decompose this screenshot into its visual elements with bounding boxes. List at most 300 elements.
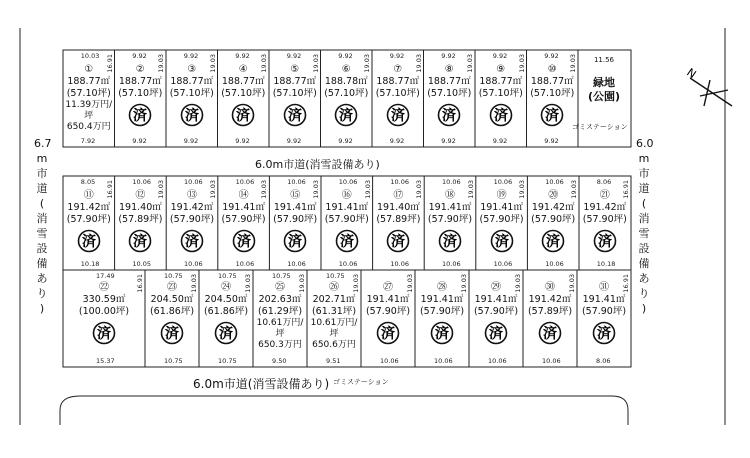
lot-top-dimension: 10.75 bbox=[218, 272, 237, 280]
sold-badge-icon bbox=[438, 229, 462, 253]
lot-tsubo: (57.90坪) bbox=[169, 214, 215, 225]
lot-tsubo: (57.10坪) bbox=[324, 88, 369, 99]
lot-side-dimension: 19.03 bbox=[460, 274, 468, 293]
lot-top-dimension: 9.92 bbox=[286, 52, 302, 60]
lot-area: 191.41㎡ bbox=[325, 202, 369, 213]
lot-tsubo: (57.90坪) bbox=[419, 306, 465, 317]
lot-tsubo: (57.90坪) bbox=[273, 214, 318, 225]
road-label-middle: 6.0m市道(消雪設備あり) bbox=[255, 158, 380, 171]
park-lot bbox=[580, 54, 628, 104]
sold-badge-icon bbox=[538, 321, 562, 345]
lot-tsubo: (57.90坪) bbox=[324, 214, 369, 225]
lot-total-price: 650.3万円 bbox=[258, 340, 302, 350]
lot-bottom-dimension: 9.92 bbox=[492, 137, 508, 145]
lot-top-dimension: 10.06 bbox=[545, 178, 564, 186]
lot-side-dimension: 16.91 bbox=[621, 180, 630, 199]
road-left-char: り bbox=[36, 287, 48, 300]
sold-badge-char: 済 bbox=[390, 108, 405, 124]
road-left-char: ( bbox=[39, 197, 45, 210]
lot-top-dimension: 10.75 bbox=[164, 272, 183, 280]
lot-bottom-dimension: 9.92 bbox=[338, 137, 353, 145]
lot-number: ⑪ bbox=[83, 190, 94, 201]
lot-number: ⑮ bbox=[290, 190, 301, 201]
lot-number: ⑲ bbox=[496, 190, 507, 201]
lot-area: 188.77㎡ bbox=[118, 76, 162, 87]
lot[interactable] bbox=[63, 64, 115, 133]
sold-badge-icon bbox=[232, 229, 256, 253]
lot-tsubo: (57.90坪) bbox=[473, 306, 519, 317]
lot-area: 191.41㎡ bbox=[366, 294, 410, 305]
lot-number: ② bbox=[135, 64, 145, 75]
lot-top-dimension: 9.92 bbox=[183, 52, 199, 60]
lot-bottom-dimension: 9.92 bbox=[235, 137, 250, 145]
lot-side-dimension: 16.91 bbox=[105, 54, 114, 73]
lot-tsubo: (57.10坪) bbox=[221, 88, 266, 99]
lot-number: ⑬ bbox=[186, 190, 197, 201]
sold-badge-icon bbox=[283, 103, 307, 127]
sold-badge-char: 済 bbox=[489, 326, 503, 342]
sold-badge-char: 済 bbox=[381, 326, 395, 342]
lot-area: 191.41㎡ bbox=[582, 294, 626, 305]
sold-badge-icon bbox=[592, 321, 616, 345]
lot-area: 191.40㎡ bbox=[119, 202, 162, 213]
lot-top-dimension: 10.03 bbox=[80, 52, 100, 60]
sold-badge-icon bbox=[489, 103, 513, 127]
sold-badge-icon bbox=[180, 103, 204, 127]
lot-number: ⑨ bbox=[496, 64, 506, 75]
road-left-char: ) bbox=[39, 302, 45, 315]
lot[interactable] bbox=[373, 190, 425, 253]
lot-number: ㉒ bbox=[99, 282, 109, 293]
lot-bottom-dimension: 10.06 bbox=[488, 357, 507, 365]
lot-side-dimension: 16.91 bbox=[622, 274, 630, 293]
road-left-char: 消 bbox=[36, 212, 48, 225]
sold-badge-char: 済 bbox=[236, 234, 251, 250]
lot-bottom-dimension: 10.06 bbox=[287, 260, 306, 268]
lot-top-dimension: 10.06 bbox=[493, 178, 513, 186]
north-arrow-icon bbox=[680, 60, 740, 110]
sold-badge-char: 済 bbox=[545, 108, 560, 124]
lot-number: ㉓ bbox=[167, 282, 177, 293]
lot-top-dimension: 8.06 bbox=[596, 178, 612, 186]
lot[interactable] bbox=[579, 190, 631, 253]
lot-number: ⑱ bbox=[444, 190, 455, 201]
lot-number: ⑧ bbox=[444, 64, 454, 75]
sold-badge-char: 済 bbox=[339, 108, 354, 124]
lot-area: 191.42㎡ bbox=[531, 202, 575, 213]
road-right-char: り bbox=[638, 287, 650, 300]
lot-side-dimension: 19.03 bbox=[363, 54, 371, 73]
lot-number: ㉑ bbox=[599, 190, 610, 201]
lot-unit-price: 10.61万円/坪 bbox=[256, 318, 304, 339]
lot[interactable] bbox=[166, 190, 218, 253]
lot-area: 191.41㎡ bbox=[480, 202, 523, 213]
sold-badge-icon bbox=[160, 321, 184, 345]
lot-tsubo: (57.10坪) bbox=[530, 88, 575, 99]
park-sublabel: (公園) bbox=[587, 90, 621, 103]
sold-badge-icon bbox=[386, 229, 410, 253]
lot-unit-price: 10.61万円/坪 bbox=[310, 318, 358, 339]
lot[interactable] bbox=[218, 64, 270, 127]
lot-number: ㉕ bbox=[275, 282, 285, 293]
lot[interactable] bbox=[115, 64, 167, 127]
lot-side-dimension: 19.03 bbox=[244, 274, 252, 293]
lot-area: 191.41㎡ bbox=[428, 202, 472, 213]
road-right-char: 市 bbox=[638, 167, 650, 180]
lot[interactable] bbox=[476, 190, 528, 253]
lot-top-dimension: 10.06 bbox=[338, 178, 358, 186]
lot-area: 330.59㎡ bbox=[82, 294, 126, 305]
lot-number: ③ bbox=[187, 64, 197, 75]
road-left-char: 設 bbox=[36, 242, 48, 255]
lot-tsubo: (57.10坪) bbox=[66, 88, 111, 99]
lot-bottom-dimension: 7.92 bbox=[80, 137, 96, 145]
lot-tsubo: (57.90坪) bbox=[427, 214, 473, 225]
lot-top-dimension: 10.06 bbox=[390, 178, 409, 186]
lot-tsubo: (57.10坪) bbox=[427, 88, 472, 99]
sold-badge-char: 済 bbox=[219, 326, 233, 342]
lot-side-dimension: 19.03 bbox=[208, 180, 217, 199]
lot-top-dimension: 10.75 bbox=[326, 272, 345, 280]
lot[interactable] bbox=[424, 64, 476, 127]
lot-area: 188.77㎡ bbox=[427, 76, 471, 87]
lot-bottom-dimension: 10.75 bbox=[218, 357, 237, 365]
lot-area: 188.77㎡ bbox=[221, 76, 265, 87]
sold-badge-char: 済 bbox=[236, 108, 251, 124]
lot-side-dimension: 16.91 bbox=[136, 274, 144, 293]
lot-bottom-dimension: 9.92 bbox=[441, 137, 456, 145]
sold-badge-icon bbox=[541, 229, 565, 253]
lot-side-dimension: 19.03 bbox=[415, 180, 424, 199]
sold-badge-char: 済 bbox=[97, 326, 111, 342]
sold-badge-char: 済 bbox=[493, 108, 508, 124]
road-label-right bbox=[636, 136, 652, 316]
lot-tsubo: (57.89坪) bbox=[118, 214, 163, 225]
lot-tsubo: (57.90坪) bbox=[365, 306, 411, 317]
lot-side-dimension: 19.03 bbox=[298, 274, 306, 293]
lot-number: ⑰ bbox=[393, 190, 404, 201]
lot-bottom-dimension: 10.75 bbox=[164, 357, 183, 365]
lot-bottom-dimension: 10.06 bbox=[235, 260, 255, 268]
lot-tsubo: (57.90坪) bbox=[531, 214, 576, 225]
road-left-char: 雪 bbox=[36, 227, 48, 240]
lot[interactable] bbox=[475, 64, 527, 127]
road-right-char: ) bbox=[641, 302, 647, 315]
road-label-bottom: 6.0m市道(消雪設備あり) bbox=[193, 377, 330, 391]
sold-badge-char: 済 bbox=[442, 234, 457, 250]
lot-side-dimension: 19.03 bbox=[363, 180, 372, 199]
sold-badge-char: 済 bbox=[81, 234, 96, 250]
sold-badge-char: 済 bbox=[133, 234, 148, 250]
lot-area: 191.42㎡ bbox=[170, 202, 214, 213]
lot-tsubo: (57.89坪) bbox=[376, 214, 421, 225]
lot-top-dimension: 9.92 bbox=[132, 52, 147, 60]
lot-bottom-dimension: 9.92 bbox=[389, 137, 405, 145]
lot-bottom-dimension: 10.06 bbox=[545, 260, 564, 268]
lot-bottom-dimension: 10.18 bbox=[80, 260, 100, 268]
lot-top-dimension: 17.49 bbox=[96, 272, 115, 280]
sold-badge-icon bbox=[92, 321, 116, 345]
lot-bottom-dimension: 9.92 bbox=[183, 137, 199, 145]
lot-area: 191.41㎡ bbox=[420, 294, 464, 305]
lot-top-dimension: 9.92 bbox=[441, 52, 456, 60]
lot-area: 188.77㎡ bbox=[170, 76, 214, 87]
sold-badge-icon bbox=[334, 103, 358, 127]
lot-bottom-dimension: 8.06 bbox=[596, 357, 611, 365]
road-right-char: 雪 bbox=[638, 227, 650, 240]
lot-side-dimension: 19.03 bbox=[517, 54, 526, 73]
lot-number: ⑦ bbox=[393, 64, 403, 75]
lot-side-dimension: 19.03 bbox=[569, 54, 577, 73]
sold-badge-icon bbox=[484, 321, 508, 345]
lot-top-dimension: 8.05 bbox=[80, 178, 96, 186]
lot-tsubo: (57.10坪) bbox=[478, 88, 523, 99]
lot[interactable] bbox=[269, 64, 321, 127]
lot-bottom-dimension: 10.06 bbox=[390, 260, 409, 268]
sold-badge-icon bbox=[180, 229, 204, 253]
lot-top-dimension: 10.06 bbox=[287, 178, 306, 186]
lot-number: ㉛ bbox=[599, 282, 609, 293]
lot-bottom-dimension: 9.51 bbox=[326, 357, 341, 365]
road-right-char: 設 bbox=[638, 242, 650, 255]
lot-area: 191.41㎡ bbox=[222, 202, 265, 213]
lot-area: 191.42㎡ bbox=[528, 294, 572, 305]
lot-number: ㉗ bbox=[383, 282, 393, 293]
lot-side-dimension: 19.03 bbox=[466, 180, 475, 199]
lot-area: 204.50㎡ bbox=[150, 294, 194, 305]
sold-badge-icon bbox=[437, 103, 461, 127]
sold-badge-icon bbox=[231, 103, 255, 127]
sold-badge-icon bbox=[214, 321, 238, 345]
lot-number: ⑯ bbox=[341, 190, 352, 201]
lot-tsubo: (100.00坪) bbox=[78, 306, 130, 317]
sold-badge-icon bbox=[430, 321, 454, 345]
lot-top-dimension: 10.06 bbox=[235, 178, 255, 186]
sold-badge-icon bbox=[283, 229, 307, 253]
sold-badge-icon bbox=[386, 103, 410, 127]
lot[interactable] bbox=[63, 190, 115, 253]
lot[interactable] bbox=[63, 282, 145, 345]
lot-number: ㉖ bbox=[329, 282, 339, 293]
lot-total-price: 650.6万円 bbox=[312, 340, 356, 350]
lot-bottom-dimension: 10.06 bbox=[442, 260, 461, 268]
road-right-char: 6.0 bbox=[636, 137, 654, 150]
lot-top-dimension: 9.92 bbox=[338, 52, 353, 60]
svg-text:N: N bbox=[684, 65, 699, 82]
lot-side-dimension: 19.03 bbox=[414, 54, 423, 73]
sold-badge-icon bbox=[376, 321, 400, 345]
lot[interactable] bbox=[321, 64, 373, 127]
lot-tsubo: (57.90坪) bbox=[221, 214, 266, 225]
road-left-char: m bbox=[36, 152, 48, 165]
road-right-char: 備 bbox=[638, 257, 650, 270]
lot-bottom-dimension: 9.92 bbox=[286, 137, 302, 145]
road-right-char: m bbox=[638, 152, 650, 165]
lot-number: ⑭ bbox=[238, 190, 249, 201]
lot-number: ⑩ bbox=[547, 64, 557, 75]
sold-badge-icon bbox=[128, 229, 152, 253]
lot-area: 202.63㎡ bbox=[258, 294, 302, 305]
sold-badge-char: 済 bbox=[339, 234, 354, 250]
lot-side-dimension: 19.03 bbox=[406, 274, 414, 293]
lot-area: 188.77㎡ bbox=[376, 76, 420, 87]
lot-area: 188.77㎡ bbox=[479, 76, 523, 87]
road-left-char: 備 bbox=[36, 257, 48, 270]
lot-area: 188.77㎡ bbox=[67, 76, 111, 87]
lot[interactable] bbox=[166, 64, 218, 127]
road-left-char: 道 bbox=[36, 182, 48, 195]
lot-tsubo: (61.29坪) bbox=[257, 306, 303, 317]
road-right-char: 消 bbox=[638, 212, 650, 225]
lot-side-dimension: 19.03 bbox=[260, 180, 269, 199]
lot-bottom-dimension: 10.06 bbox=[380, 357, 399, 365]
lot-top-dimension: 10.06 bbox=[132, 178, 151, 186]
sold-badge-char: 済 bbox=[543, 326, 557, 342]
lot-top-dimension: 10.06 bbox=[184, 178, 203, 186]
sold-badge-char: 済 bbox=[391, 234, 406, 250]
lot-tsubo: (57.10坪) bbox=[375, 88, 420, 99]
lot-side-dimension: 19.03 bbox=[157, 54, 165, 73]
lot-bottom-dimension: 10.18 bbox=[596, 260, 616, 268]
sold-badge-char: 済 bbox=[287, 108, 302, 124]
road-right-char: ( bbox=[641, 197, 647, 210]
lot-tsubo: (57.90坪) bbox=[581, 306, 627, 317]
lot-tsubo: (61.86坪) bbox=[149, 306, 195, 317]
lot[interactable] bbox=[527, 64, 579, 127]
lot-tsubo: (57.90坪) bbox=[66, 214, 111, 225]
lot-bottom-dimension: 10.06 bbox=[542, 357, 561, 365]
lot-side-dimension: 19.03 bbox=[568, 274, 576, 293]
lot-number: ㉙ bbox=[491, 282, 501, 293]
lot-number: ⑥ bbox=[341, 64, 351, 75]
lot-area: 188.77㎡ bbox=[273, 76, 317, 87]
lot-side-dimension: 19.03 bbox=[157, 180, 166, 199]
park-dimension: 11.56 bbox=[593, 56, 615, 64]
park-label: 緑地 bbox=[593, 76, 615, 89]
lot-tsubo: (57.90坪) bbox=[479, 214, 524, 225]
road-left-char: あ bbox=[36, 272, 48, 285]
lot-side-dimension: 19.03 bbox=[514, 274, 522, 293]
sold-badge-char: 済 bbox=[184, 108, 199, 124]
lot-number: ㉘ bbox=[437, 282, 447, 293]
lot-number: ㉚ bbox=[545, 282, 555, 293]
lot-number: ⑫ bbox=[135, 190, 146, 201]
sold-badge-char: 済 bbox=[165, 326, 179, 342]
lot-top-dimension: 10.75 bbox=[272, 272, 291, 280]
sold-badge-char: 済 bbox=[494, 234, 509, 250]
sold-badge-icon bbox=[128, 103, 152, 127]
lot-side-dimension: 19.03 bbox=[190, 274, 198, 293]
sold-badge-char: 済 bbox=[435, 326, 449, 342]
lot-tsubo: (57.10坪) bbox=[118, 88, 163, 99]
lot-side-dimension: 19.03 bbox=[311, 54, 320, 73]
lot-bottom-dimension: 10.06 bbox=[184, 260, 203, 268]
lot-side-dimension: 16.91 bbox=[105, 180, 114, 199]
lot-tsubo: (61.86坪) bbox=[203, 306, 249, 317]
lot-bottom-dimension: 10.06 bbox=[434, 357, 453, 365]
sold-badge-icon bbox=[335, 229, 359, 253]
lot-area: 188.78㎡ bbox=[324, 76, 368, 87]
lot-area: 188.77㎡ bbox=[530, 76, 574, 87]
lot-top-dimension: 9.92 bbox=[544, 52, 559, 60]
lot-side-dimension: 19.03 bbox=[570, 180, 578, 199]
lot-area: 191.42㎡ bbox=[67, 202, 111, 213]
road-label-left bbox=[34, 136, 50, 316]
lot-tsubo: (57.10坪) bbox=[169, 88, 214, 99]
lot-side-dimension: 19.03 bbox=[312, 180, 320, 199]
lot-side-dimension: 19.03 bbox=[518, 180, 527, 199]
lot[interactable] bbox=[527, 190, 579, 253]
sold-badge-icon bbox=[540, 103, 564, 127]
lot-top-dimension: 10.06 bbox=[442, 178, 461, 186]
lot-area: 191.41㎡ bbox=[474, 294, 518, 305]
lot-area: 191.40㎡ bbox=[377, 202, 420, 213]
lot-bottom-dimension: 9.92 bbox=[132, 137, 147, 145]
lot-area: 191.42㎡ bbox=[583, 202, 627, 213]
lot-total-price: 650.4万円 bbox=[66, 122, 111, 132]
lot-tsubo: (57.10坪) bbox=[272, 88, 317, 99]
sold-badge-char: 済 bbox=[597, 234, 612, 250]
lot-area: 191.41㎡ bbox=[273, 202, 317, 213]
sold-badge-icon bbox=[593, 229, 617, 253]
lot-top-dimension: 9.92 bbox=[492, 52, 508, 60]
sold-badge-char: 済 bbox=[133, 108, 148, 124]
garbage-station-label-top: ゴミステーション bbox=[572, 123, 628, 131]
garbage-station-label-bottom: ゴミステーション bbox=[333, 378, 389, 386]
lot-bottom-dimension: 10.06 bbox=[493, 260, 513, 268]
lot[interactable] bbox=[115, 190, 167, 253]
lot-tsubo: (57.90坪) bbox=[582, 214, 627, 225]
lot-area: 204.50㎡ bbox=[204, 294, 248, 305]
lot-side-dimension: 19.03 bbox=[466, 54, 474, 73]
lot[interactable] bbox=[372, 64, 424, 127]
lot-bottom-dimension: 10.06 bbox=[338, 260, 358, 268]
lot-side-dimension: 19.03 bbox=[352, 274, 360, 293]
road-right-char: 道 bbox=[638, 182, 650, 195]
lot-bottom-dimension: 10.05 bbox=[132, 260, 151, 268]
lot[interactable] bbox=[269, 190, 321, 253]
lot-top-dimension: 9.92 bbox=[235, 52, 250, 60]
sold-badge-char: 済 bbox=[288, 234, 303, 250]
sold-badge-icon bbox=[490, 229, 514, 253]
road-left-char: 市 bbox=[36, 167, 48, 180]
sold-badge-char: 済 bbox=[546, 234, 561, 250]
lot-side-dimension: 19.03 bbox=[260, 54, 268, 73]
lot-number: ⑳ bbox=[548, 190, 559, 201]
lot-bottom-dimension: 15.37 bbox=[96, 357, 115, 365]
lot-top-dimension: 9.92 bbox=[389, 52, 405, 60]
lot[interactable] bbox=[424, 190, 476, 253]
road-right-char: あ bbox=[638, 272, 650, 285]
lot[interactable] bbox=[321, 190, 373, 253]
lot-tsubo: (57.89坪) bbox=[527, 306, 573, 317]
lot-number: ⑤ bbox=[290, 64, 300, 75]
lot-number: ① bbox=[84, 64, 94, 75]
lot-number: ④ bbox=[238, 64, 248, 75]
lot-unit-price: 11.39万円/坪 bbox=[65, 100, 113, 121]
lot-area: 202.71㎡ bbox=[312, 294, 356, 305]
lot-side-dimension: 19.03 bbox=[208, 54, 217, 73]
lot-bottom-dimension: 9.92 bbox=[544, 137, 559, 145]
lot[interactable] bbox=[218, 190, 270, 253]
road-left-char: 6.7 bbox=[34, 137, 52, 150]
sold-badge-char: 済 bbox=[597, 326, 611, 342]
sold-badge-char: 済 bbox=[442, 108, 457, 124]
lot-number: ㉔ bbox=[221, 282, 231, 293]
sold-badge-char: 済 bbox=[184, 234, 199, 250]
lot-bottom-dimension: 9.50 bbox=[272, 357, 287, 365]
lot-tsubo: (61.31坪) bbox=[311, 306, 357, 317]
